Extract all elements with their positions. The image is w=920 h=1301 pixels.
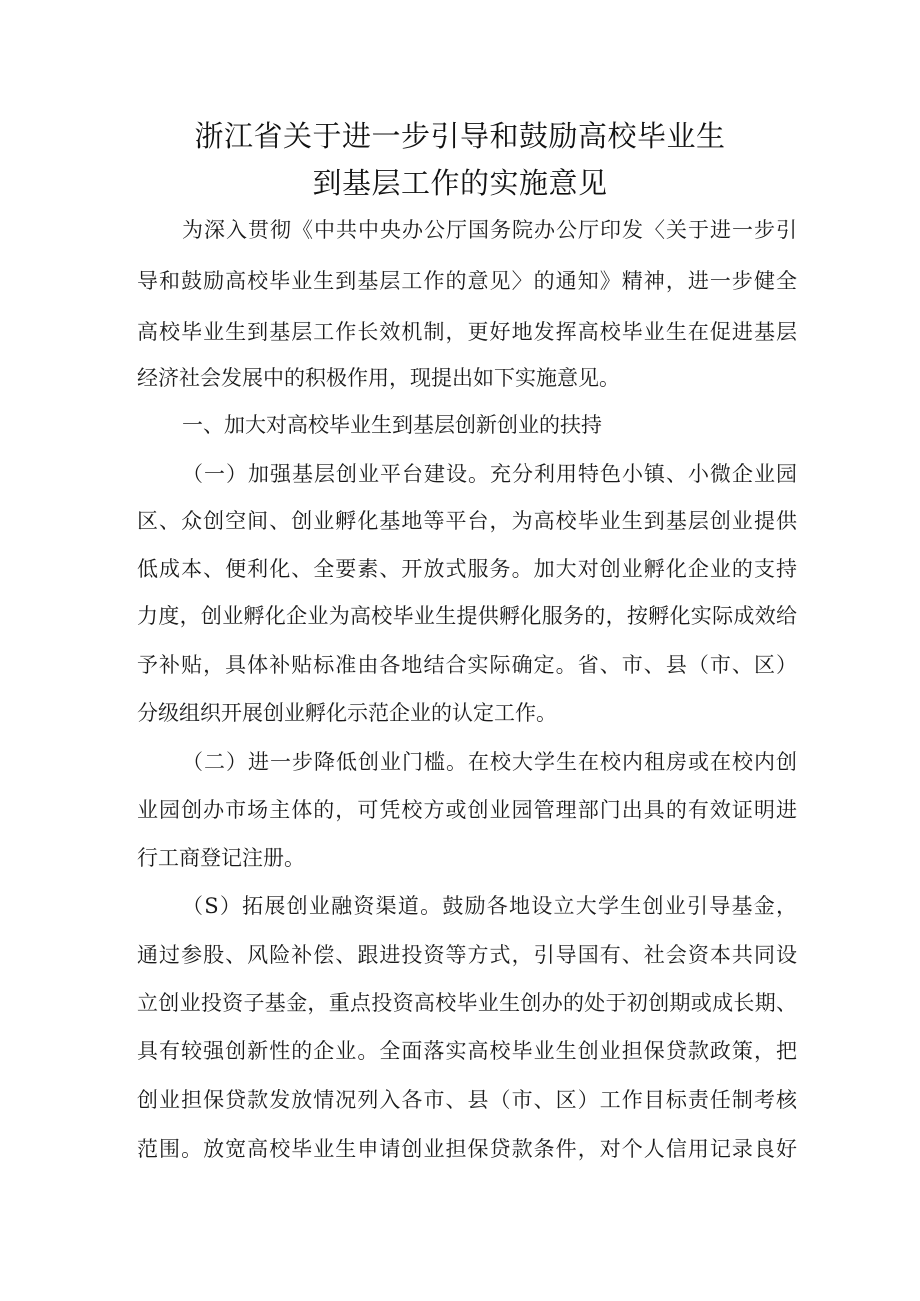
body-text-line: 范围。放宽高校毕业生申请创业担保贷款条件，对个人信用记录良好 — [137, 1137, 797, 1161]
document-title-line-1: 浙江省关于进一步引导和鼓励高校毕业生 — [194, 119, 726, 153]
body-text-line: 力度，创业孵化企业为高校毕业生提供孵化服务的，按孵化实际成效给 — [137, 604, 797, 628]
body-text-line: 分级组织开展创业孵化示范企业的认定工作。 — [137, 701, 557, 725]
body-text-line: 行工商登记注册。 — [137, 846, 305, 870]
body-text-line: 高校毕业生到基层工作长效机制，更好地发挥高校毕业生在促进基层 — [137, 320, 797, 344]
body-text-line: 通过参股、风险补偿、跟进投资等方式，引导国有、社会资本共同设 — [137, 943, 797, 967]
body-text-line: 经济社会发展中的积极作用，现提出如下实施意见。 — [137, 366, 620, 390]
body-text-line: 创业担保贷款发放情况列入各市、县（市、区）工作目标责任制考核 — [137, 1088, 797, 1112]
section-heading: 一、加大对高校毕业生到基层创新创业的扶持 — [182, 413, 602, 437]
body-text-line: （一）加强基层创业平台建设。充分利用特色小镇、小微企业园 — [182, 462, 797, 486]
body-text-line: 予补贴，具体补贴标准由各地结合实际确定。省、市、县（市、区） — [137, 653, 797, 677]
body-text-line: 低成本、便利化、全要素、开放式服务。加大对创业孵化企业的支持 — [137, 557, 797, 581]
body-text-line: 业园创办市场主体的，可凭校方或创业园管理部门出具的有效证明进 — [137, 798, 797, 822]
body-text-line: （S）拓展创业融资渠道。鼓励各地设立大学生创业引导基金， — [182, 894, 797, 918]
body-text-line: 导和鼓励高校毕业生到基层工作的意见〉的通知》精神，进一步健全 — [137, 269, 797, 293]
body-text-line: 具有较强创新性的企业。全面落实高校毕业生创业担保贷款政策，把 — [137, 1039, 797, 1063]
body-text-line: 立创业投资子基金，重点投资高校毕业生创办的处于初创期或成长期、 — [137, 991, 797, 1015]
body-text-line: 区、众创空间、创业孵化基地等平台，为高校毕业生到基层创业提供 — [137, 509, 797, 533]
body-text-line: 为深入贯彻《中共中央办公厅国务院办公厅印发〈关于进一步引 — [182, 218, 797, 242]
document-title-line-2: 到基层工作的实施意见 — [312, 166, 608, 200]
body-text-line: （二）进一步降低创业门槛。在校大学生在校内租房或在校内创 — [182, 750, 797, 774]
